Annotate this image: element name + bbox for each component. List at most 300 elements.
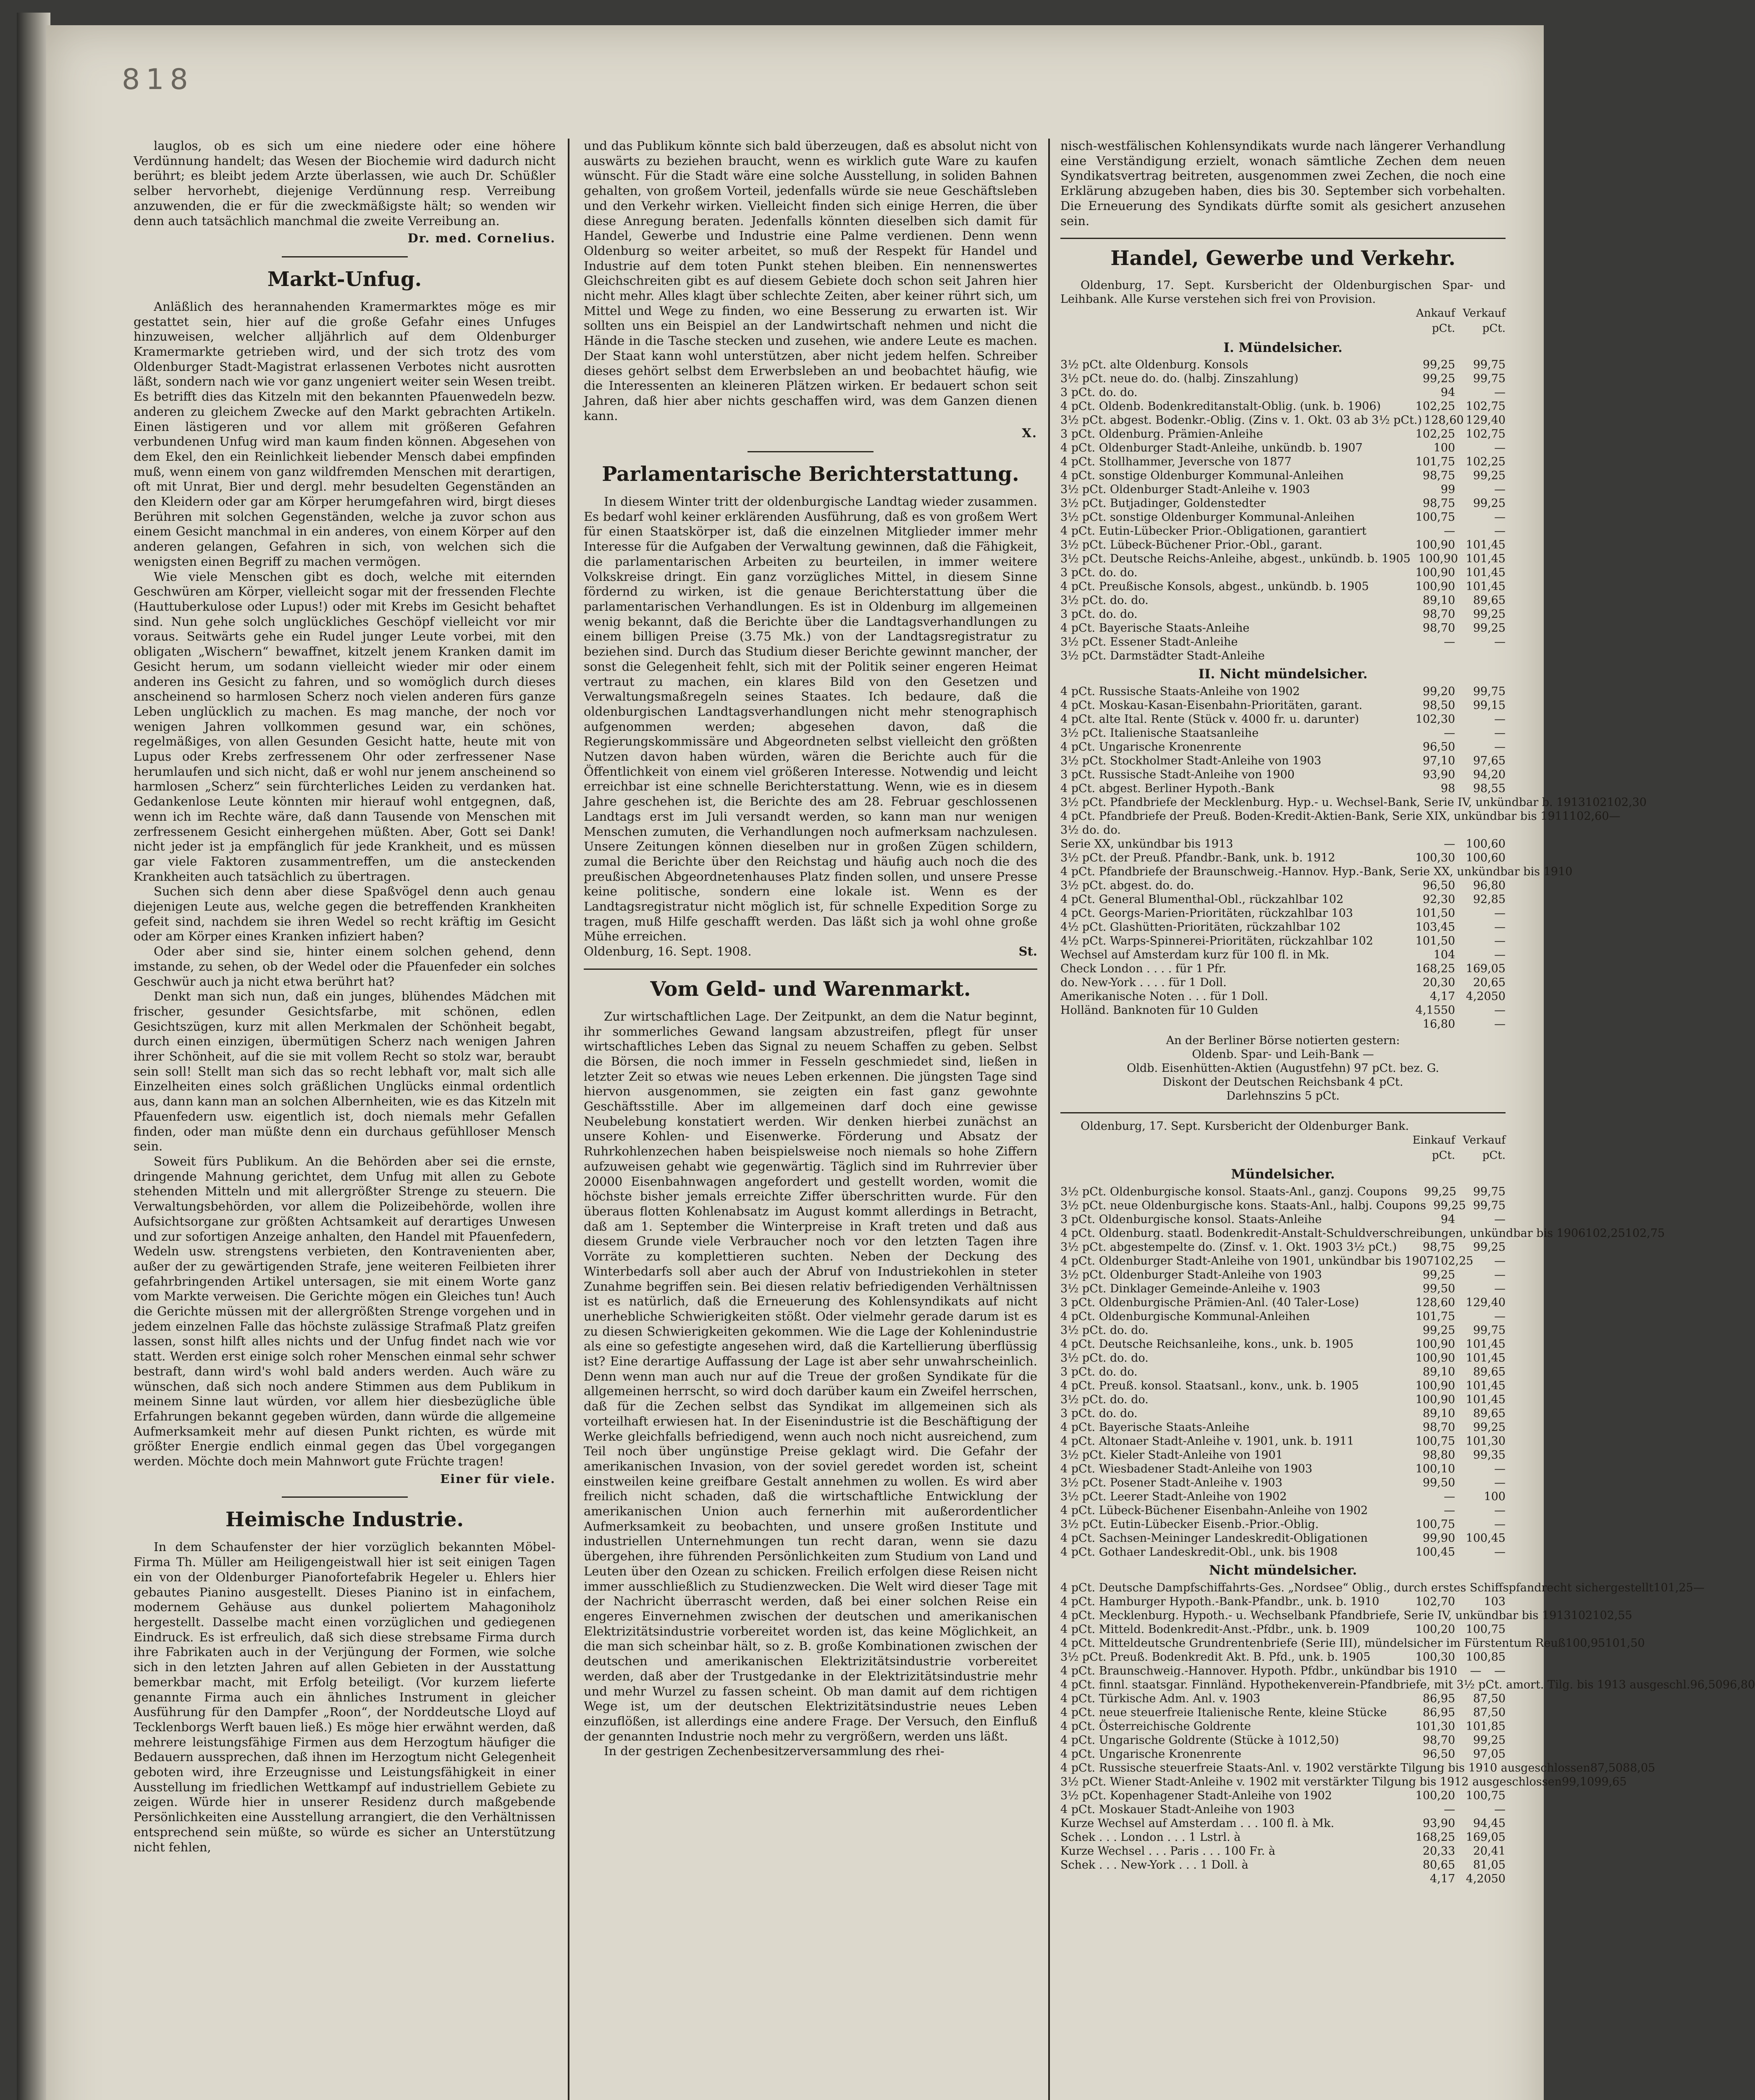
rate-label: 4 pCt. abgest. Berliner Hypoth.-Bank	[1060, 782, 1275, 795]
rate-buy: 100,75	[1415, 1435, 1455, 1448]
rate-buy: 128,60	[1424, 414, 1464, 427]
rate-buy: 98,70	[1422, 622, 1455, 635]
rate-row	[1060, 552, 1506, 566]
article-paragraph: Anläßlich des herannahenden Kramermarktes möge es mir gestattet sein, hier auf die große Gefahr eines Unfuges hinzuweisen, welcher alljährlich auf dem Oldenburger Kramermarkte getrieben wird, und der sich trotz des vom Oldenburger Stadt-Magistrat erlassenen Verbotes nicht ausrotten läßt, sondern nach wie vor ganz ungeniert weiter sein Wesen treibt. Es betrifft dies das Kitzeln mit den bekannten Pfauenwedeln bezw. anderen zu gleichem Zwecke auf den Markt gebrachten Artikeln. Einen lästigeren und vor allem mit größeren Gefahren verbundenen Unfug wird man kaum finden können. Abgesehen von dem Ekel, den ein Reinlichkeit liebender Mensch dabei empfinden muß, wenn einem von ganz wildfremden Menschen mit derartigen, oft mit Unrat, Bier und dergl. mehr besudelten Gegenständen an den Kleidern oder gar am Körper herumgefahren wird, birgt dieses Berühren mit solchen Gegenständen, welche ja zuvor schon aus einem Gesicht manchmal in ein anderes, von einem Körper auf den anderen gelangen, Gefahren in sich, von welchen sich die wenigsten einen Begriff zu machen vermögen.	[134, 299, 556, 569]
rate-row	[1060, 740, 1506, 754]
rate-buy: —	[1444, 727, 1455, 740]
rate-row	[1060, 1476, 1506, 1490]
rate-row	[1060, 649, 1506, 663]
rate-sell: 100,60	[1466, 837, 1506, 851]
rate-sell: 129,40	[1466, 414, 1506, 427]
rate-label: 3½ pCt. Oldenburger Stadt-Anleihe von 1903	[1060, 1268, 1322, 1282]
rate-buy: 4,1550	[1415, 1004, 1455, 1017]
rate-label: 4 pCt. Ungarische Kronenrente	[1060, 740, 1241, 754]
rate-sell: 129,40	[1466, 1296, 1506, 1310]
rate-row	[1060, 1816, 1506, 1830]
rate-buy: 101,75	[1415, 455, 1455, 469]
article-signature: Einer für viele.	[440, 1471, 556, 1486]
unit-label: pCt.	[1432, 322, 1455, 335]
rate-sell: 99,75	[1473, 685, 1506, 698]
rate-buy: —	[1444, 525, 1455, 538]
rate-buy: 99,25	[1424, 1185, 1456, 1199]
rate-row	[1060, 768, 1506, 782]
rate-buy: 100,20	[1415, 1622, 1455, 1636]
rate-label: 4 pCt. Deutsche Dampfschiffahrts-Ges. „Nordsee“ Oblig., durch erstes Schiffspfandrecht sichergestellt	[1060, 1581, 1654, 1594]
rate-row	[1060, 372, 1506, 386]
note-line: Oldb. Eisenhütten-Aktien (Augustfehn) 97 pCt. bez. G.	[1127, 1062, 1439, 1075]
rate-label: 4 pCt. Preuß. konsol. Staatsanl., konv., unk. b. 1905	[1060, 1379, 1359, 1393]
rate-buy: 94	[1440, 386, 1455, 399]
unit-label: pCt.	[1432, 1149, 1455, 1162]
rate-label: 4½ pCt. Warps-Spinnerei-Prioritäten, rückzahlbar 102	[1060, 934, 1373, 948]
rate-label: Schek . . . London . . . 1 Lstrl. à	[1060, 1830, 1241, 1844]
column-divider	[568, 139, 569, 2100]
divider	[748, 451, 874, 452]
rate-row	[1060, 809, 1621, 823]
rate-buy: 98,80	[1422, 1449, 1455, 1462]
rate-buy: 98,75	[1422, 1241, 1455, 1254]
article-signature: St.	[1018, 944, 1037, 959]
rate-sell: 4,2050	[1466, 1872, 1506, 1885]
rate-sell: 97,65	[1473, 754, 1506, 768]
rate-sell: 97,05	[1473, 1747, 1506, 1761]
rate-buy: —	[1444, 635, 1455, 649]
rate-sell: —	[1494, 1018, 1506, 1031]
rate-sell: 87,50	[1473, 1692, 1506, 1705]
rate-buy: 98,75	[1422, 497, 1455, 510]
rate-label: 4 pCt. Eutin-Lübecker Prior.-Obligationen, garantiert	[1060, 525, 1367, 538]
rate-buy: 99,10	[1561, 1775, 1595, 1788]
rate-label: 3 pCt. do. do.	[1060, 566, 1138, 580]
rate-sell: —	[1494, 740, 1506, 754]
rate-buy: 104	[1433, 948, 1455, 962]
rate-label: 4 pCt. sonstige Oldenburger Kommunal-Anleihen	[1060, 469, 1344, 483]
rate-row	[1060, 1407, 1506, 1420]
rate-row	[1060, 1595, 1506, 1609]
rate-sell: 99,75	[1473, 358, 1506, 372]
rate-label: 3½ pCt. Deutsche Reichs-Anleihe, abgest., unkündb. b. 1905	[1060, 552, 1411, 566]
rate-sell: —	[1494, 483, 1506, 496]
rate-buy: 102,25	[1415, 428, 1455, 441]
rate-buy: 100,90	[1415, 1379, 1455, 1393]
rate-row	[1060, 386, 1506, 399]
rate-sell: 99,35	[1473, 1449, 1506, 1462]
rate-row	[1060, 685, 1506, 698]
rate-sell: 101,85	[1466, 1719, 1506, 1733]
rate-label: 4 pCt. Sachsen-Meininger Landeskredit-Obligationen	[1060, 1532, 1368, 1545]
rate-sell: 169,05	[1466, 962, 1506, 976]
rate-label: 3½ pCt. Oldenburgische konsol. Staats-Anl., ganzj. Coupons	[1060, 1185, 1407, 1199]
rate-sell: 20,65	[1473, 976, 1506, 990]
rate-buy: 99,50	[1422, 1282, 1455, 1296]
rate-row	[1060, 1379, 1506, 1393]
rate-label: 3½ pCt. abgest. Bodenkr.-Oblig. (Zins v. 1. Okt. 03 ab 3½ pCt.)	[1060, 414, 1422, 427]
rate-label: 4 pCt. Pfandbriefe der Braunschweig.-Hannov. Hyp.-Bank, Serie XX, unkündbar bis 1910	[1060, 865, 1573, 879]
rate-sell: 99,25	[1473, 608, 1506, 621]
rate-buy: 100,90	[1415, 566, 1455, 580]
rate-buy: 99	[1440, 483, 1455, 496]
rate-buy	[1405, 823, 1455, 837]
rate-buy: 98,70	[1422, 1421, 1455, 1434]
column-2	[584, 139, 1037, 1759]
rate-row	[1060, 1365, 1506, 1379]
rate-row	[1060, 1761, 1655, 1775]
unit-label: pCt.	[1482, 1149, 1506, 1162]
section-title: II. Nicht mündelsicher.	[1198, 667, 1368, 682]
rate-buy: 100,75	[1415, 511, 1455, 524]
rate-row	[1060, 441, 1506, 455]
rate-sell: 102,55	[1592, 1609, 1632, 1622]
note-line: An der Berliner Börse notierten gestern:	[1166, 1034, 1400, 1047]
unit-label: pCt.	[1482, 322, 1506, 335]
rate-sell: 101,45	[1466, 1338, 1506, 1351]
rate-sell: 101,45	[1466, 538, 1506, 552]
rate-label: 4 pCt. Oldenburgische Kommunal-Anleihen	[1060, 1310, 1310, 1323]
rate-sell: 100,60	[1466, 851, 1506, 865]
article-signature: X.	[1022, 426, 1037, 441]
rate-label: 4 pCt. Pfandbriefe der Preuß. Boden-Kredit-Aktien-Bank, Serie XIX, unkündbar bis 1911	[1060, 810, 1569, 823]
rate-buy: 100,75	[1415, 1518, 1455, 1531]
rate-sell: 99,25	[1473, 469, 1506, 483]
rate-label: 3½ pCt. neue Oldenburgische kons. Staats-Anl., halbj. Coupons	[1060, 1199, 1426, 1213]
rate-row	[1060, 1581, 1705, 1595]
rate-row	[1060, 1775, 1627, 1789]
rate-label: Check London . . . . für 1 Pfr.	[1060, 962, 1227, 976]
rate-buy: 100,30	[1415, 851, 1455, 865]
rate-buy: 100,90	[1415, 538, 1455, 552]
article-paragraph: Suchen sich denn aber diese Spaßvögel denn auch genau diejenigen Leute aus, welche gegen die betreffenden Krankheiten gefeit sind, nachdem sie ihren Wedel so recht kräftig im Gesicht oder am Körper eines Kranken infiziert haben?	[134, 884, 556, 944]
rate-sell: 89,65	[1473, 1407, 1506, 1420]
rate-row	[1060, 524, 1506, 538]
rate-sell: —	[1494, 1004, 1506, 1017]
rate-row	[1060, 1872, 1506, 1886]
rate-label: 3½ pCt. do. do.	[1060, 1393, 1149, 1407]
rate-buy: 96,50	[1422, 1747, 1455, 1761]
rate-row	[1060, 1185, 1506, 1199]
rate-row	[1060, 1858, 1506, 1872]
rate-buy: 101,75	[1415, 1310, 1455, 1323]
rate-label: 4 pCt. Wiesbadener Stadt-Anleihe von 1903	[1060, 1462, 1312, 1476]
note-line: Darlehnszins 5 pCt.	[1226, 1089, 1340, 1103]
rate-label: 3½ do. do.	[1060, 824, 1121, 837]
rate-buy: 98	[1440, 782, 1455, 795]
rate-sell: 4,2050	[1466, 990, 1506, 1003]
rate-sell: 94,20	[1473, 768, 1506, 782]
rate-row	[1060, 1296, 1506, 1310]
rate-sell: 99,65	[1594, 1775, 1627, 1788]
rate-buy: 20,30	[1422, 976, 1455, 990]
divider	[282, 1496, 408, 1498]
rate-buy: 102,25	[1585, 1227, 1625, 1240]
rate-sell: —	[1494, 1476, 1506, 1490]
rate-sell: 101,45	[1466, 552, 1506, 566]
rate-row	[1060, 593, 1506, 607]
article-paragraph: lauglos, ob es sich um eine niedere oder eine höhere Verdünnung handelt; das Wesen der Biochemie wird dadurch nicht berührt; es bleibt jedem Arzte überlassen, wie auch Dr. Schüßler selber hervorhebt, diejenige Verdünnung resp. Verreibung anzuwenden, die er für die zweckmäßigste hält; so wenden wir denn auch tatsächlich manchmal die zweite Verreibung an.	[134, 139, 556, 228]
rate-buy: 99,25	[1422, 1324, 1455, 1337]
rate-row	[1060, 698, 1506, 712]
rate-buy: 102,70	[1415, 1595, 1455, 1608]
rate-sell: —	[1494, 713, 1506, 726]
binding-edge	[17, 13, 50, 2100]
rate-label: 3½ pCt. Leerer Stadt-Anleihe von 1902	[1060, 1490, 1287, 1504]
rate-row	[1060, 455, 1506, 469]
rate-row	[1060, 1226, 1665, 1240]
rate-sell: 101,45	[1466, 566, 1506, 580]
rate-row	[1060, 1747, 1506, 1761]
rate-label: Holländ. Banknoten für 10 Gulden	[1060, 1004, 1259, 1017]
rate-label: 4 pCt. Moskau-Kasan-Eisenbahn-Prioritäten, garant.	[1060, 699, 1363, 712]
rate-buy: 102,30	[1415, 713, 1455, 726]
rate-label: 3 pCt. Oldenburg. Prämien-Anleihe	[1060, 428, 1263, 441]
rate-label: 3½ pCt. Dinklager Gemeinde-Anleihe v. 1903	[1060, 1282, 1320, 1296]
rate-row	[1060, 621, 1506, 635]
rate-label: 4 pCt. Ungarische Kronenrente	[1060, 1747, 1241, 1761]
rate-sell: 99,75	[1473, 1185, 1506, 1199]
rate-sell: 99,25	[1473, 622, 1506, 635]
rate-row	[1060, 1310, 1506, 1323]
article-paragraph: Denkt man sich nun, daß ein junges, blühendes Mädchen mit frischer, gesunder Gesichtsfarbe, mit schönen, edlen Gesichtszügen, kurz mit allen Merkmalen der Schönheit begabt, durch einen einzigen, übermütigen Scherz nach wenigen Jahren ihrer Schönheit, auf die sie mit vollem Recht so stolz war, beraubt sein soll! Stellt man sich das so recht lebhaft vor, malt sich alle Einzelheiten eines solch gräßlichen Unglücks einmal ordentlich aus, dann kann man an solchen Albernheiten, wie es das Kitzeln mit Pfauenfedern usw. eigentlich ist, doch niemals mehr Gefallen finden, oder man müßte denn ein durchaus gefühlloser Mensch sein.	[134, 989, 556, 1154]
rate-label	[1060, 1872, 1405, 1886]
rate-buy: 101,50	[1415, 907, 1455, 920]
rate-label: 3½ pCt. Kopenhagener Stadt-Anleihe von 1902	[1060, 1789, 1332, 1802]
rate-row	[1060, 754, 1506, 768]
rate-label: 4 pCt. Russische Staats-Anleihe von 1902	[1060, 685, 1300, 698]
rate-buy: —	[1444, 1504, 1455, 1517]
rate-row	[1060, 1351, 1506, 1365]
rate-row	[1060, 413, 1506, 427]
rate-row	[1060, 1337, 1506, 1351]
rate-label: 4 pCt. Mitteldeutsche Grundrentenbriefe (Serie III), mündelsicher im Fürstentum Reuß	[1060, 1636, 1566, 1650]
rate-row	[1060, 1706, 1506, 1719]
rate-label: 3 pCt. Oldenburgische konsol. Staats-Anleihe	[1060, 1213, 1322, 1226]
article-paragraph: Wie viele Menschen gibt es doch, welche mit eiternden Geschwüren am Körper, vielleicht sogar mit der fressenden Flechte (Hauttuberkulose oder Lupus!) oder mit Krebs im Gesicht behaftet sind. Nun gehe solch unglückliches Geschöpf vielleicht vor mir voraus. Seitwärts gehe ein Rudel junger Leute vorbei, mit den obligaten „Wischern“ bewaffnet, kitzelt jenem Kranken damit im Gesicht herum, um sodann vielleicht wieder mir oder einem anderen ins Gesicht zu fahren, und so womöglich durch dieses anscheinend so harmlosen Scherz noch vielen anderen fürs ganze Leben unglücklich zu machen. Es mag manche, der noch vor wenigen Jahren vollkommen gesund war, ein schönes, regelmäßiges, von allen Gesunden Gesicht hatte, heute mit von Lupus oder Krebs zerfressenem Ohr oder zerfressener Nase herumlaufen und sich nicht, daß er wohl nur jenem anscheinend so harmlosen „Scherz“ sein fürchterliches Leiden zu verdanken hat. Gedankenlose Leute könnten mir hierauf wohl entgegnen, daß, wenn ich im Rechte wäre, daß dann Tausende von Menschen mit zerfressenem Gesicht einhergehen müßten. Aber, Gott sei Dank! nicht jeder ist ja empfänglich für jede Krankheit, und es müssen gar viele Faktoren zusammentreffen, um die ansteckenden Krankheiten auch tatsächlich zu übertragen.	[134, 569, 556, 884]
rate-row	[1060, 851, 1506, 865]
rate-buy: 102	[1571, 1609, 1593, 1622]
rate-buy: 20,33	[1422, 1844, 1455, 1858]
rate-buy: 89,10	[1422, 1407, 1455, 1420]
rate-label: 4 pCt. Georgs-Marien-Prioritäten, rückzahlbar 103	[1060, 907, 1353, 920]
rate-sell: —	[1494, 907, 1506, 920]
rate-label: 3½ pCt. Darmstädter Stadt-Anleihe	[1060, 649, 1265, 663]
column-labels	[1060, 306, 1506, 321]
rate-sell: 101,45	[1466, 580, 1506, 593]
rate-label: 3½ pCt. abgest. do. do.	[1060, 879, 1194, 892]
rate-label: 4 pCt. Bayerische Staats-Anleihe	[1060, 622, 1250, 635]
col-label-verkauf: Verkauf	[1463, 307, 1506, 320]
rate-buy: 102,25	[1433, 1255, 1474, 1268]
rate-row	[1060, 1803, 1506, 1816]
rate-buy: 168,25	[1415, 962, 1455, 976]
rate-sell: 169,05	[1466, 1830, 1506, 1844]
rate-sell: 81,05	[1473, 1858, 1506, 1872]
rate-buy: 168,25	[1415, 1830, 1455, 1844]
rate-buy: 89,10	[1422, 1365, 1455, 1379]
rate-buy: 89,10	[1422, 594, 1455, 607]
divider	[1060, 238, 1506, 239]
rate-label: 3½ pCt. Stockholmer Stadt-Anleihe von 1903	[1060, 754, 1322, 768]
rate-label: 3½ pCt. Italienische Staatsanleihe	[1060, 727, 1259, 740]
divider	[282, 256, 408, 257]
rate-row	[1060, 726, 1506, 740]
rate-row	[1060, 962, 1506, 976]
rate-sell: —	[1494, 1282, 1506, 1296]
rate-sell: 89,65	[1473, 594, 1506, 607]
rate-row	[1060, 496, 1506, 510]
rate-label: Wechsel auf Amsterdam kurz für 100 fl. in Mk.	[1060, 948, 1330, 962]
rate-row	[1060, 934, 1506, 948]
rate-label: 4 pCt. Mitteld. Bodenkredit-Anst.-Pfdbr., unk. b. 1909	[1060, 1622, 1369, 1636]
rate-label: 3½ pCt. Lübeck-Büchener Prior.-Obl., garant.	[1060, 538, 1322, 552]
rate-sell: —	[1693, 1581, 1705, 1594]
article-heading: Markt-Unfug.	[267, 267, 422, 291]
rate-buy: 96,50	[1422, 879, 1455, 892]
rate-sell: 100	[1484, 1490, 1506, 1504]
unit-labels	[1060, 321, 1506, 336]
rate-row	[1060, 782, 1506, 795]
rate-label: 4 pCt. Deutsche Reichsanleihe, kons., unk. b. 1905	[1060, 1338, 1354, 1351]
rate-label: 3½ pCt. Preuß. Bodenkredit Akt. B. Pfd., unk. b. 1905	[1060, 1650, 1371, 1664]
rate-row	[1060, 399, 1506, 413]
rate-row	[1060, 358, 1506, 372]
rate-row	[1060, 1434, 1506, 1448]
rate-label: 4 pCt. Mecklenburg. Hypoth.- u. Wechselbank Pfandbriefe, Serie IV, unkündbar bis 1913	[1060, 1609, 1571, 1622]
rate-row	[1060, 795, 1647, 809]
divider	[584, 969, 1037, 970]
rate-row	[1060, 1323, 1506, 1337]
rate-buy: 86,95	[1422, 1706, 1455, 1719]
unit-labels	[1060, 1148, 1506, 1163]
rate-label	[1060, 1017, 1405, 1031]
rate-sell: —	[1494, 1310, 1506, 1323]
rate-buy: 99,25	[1422, 372, 1455, 386]
rate-label: 4 pCt. Oldenburg. staatl. Bodenkredit-Anstalt-Schuldverschreibungen, unkündbar bis 1906	[1060, 1227, 1586, 1240]
col-label-ankauf: Ankauf	[1416, 307, 1455, 320]
rate-table	[1060, 358, 1506, 663]
rate-buy: 98,70	[1422, 608, 1455, 621]
rate-sell: 102,75	[1466, 428, 1506, 441]
rate-buy: 100,95	[1565, 1636, 1605, 1650]
rate-label: 4 pCt. Oldenburger Stadt-Anleihe von 1901, unkündbar bis 1907	[1060, 1255, 1434, 1268]
rate-row	[1060, 607, 1506, 621]
page-number: 818	[122, 63, 194, 96]
rate-row	[1060, 1420, 1506, 1434]
rate-buy: 93,90	[1422, 768, 1455, 782]
rate-sell: 99,75	[1473, 1324, 1506, 1337]
rate-sell: 94,45	[1473, 1816, 1506, 1830]
rate-sell: —	[1494, 525, 1506, 538]
rate-label: 4 pCt. Türkische Adm. Anl. v. 1903	[1060, 1692, 1261, 1705]
rate-label: 3½ pCt. der Preuß. Pfandbr.-Bank, unk. b. 1912	[1060, 851, 1335, 865]
article-signature: Dr. med. Cornelius.	[407, 231, 556, 246]
rate-buy: —	[1444, 837, 1455, 851]
rate-label: 4 pCt. alte Ital. Rente (Stück v. 4000 fr. u. darunter)	[1060, 713, 1359, 726]
rate-buy: 100	[1433, 441, 1455, 455]
rate-sell: —	[1494, 635, 1506, 649]
rate-label: Kurze Wechsel auf Amsterdam . . . 100 fl. à Mk.	[1060, 1816, 1335, 1830]
rate-label: Kurze Wechsel . . . Paris . . . 100 Fr. à	[1060, 1844, 1275, 1858]
rate-buy: 92,30	[1422, 893, 1455, 906]
rate-label: 3 pCt. Russische Stadt-Anleihe von 1900	[1060, 768, 1295, 782]
rate-row	[1060, 1545, 1506, 1559]
rate-row	[1060, 427, 1506, 441]
rate-sell: 89,65	[1473, 1365, 1506, 1379]
rate-row	[1060, 1650, 1506, 1664]
rate-sell: —	[1494, 934, 1506, 948]
rate-label: 4 pCt. Hamburger Hypoth.-Bank-Pfandbr., unk. b. 1910	[1060, 1595, 1380, 1608]
rate-buy: 102,25	[1415, 400, 1455, 413]
rate-row	[1060, 1789, 1506, 1803]
rate-label: 3½ pCt. Pfandbriefe der Mecklenburg. Hyp.- u. Wechsel-Bank, Serie IV, unkündbar b. 1913	[1060, 796, 1585, 809]
rate-label: 4 pCt. Braunschweig.-Hannover. Hypoth. Pfdbr., unkündbar bis 1910	[1060, 1664, 1457, 1677]
rate-row	[1060, 1517, 1506, 1531]
rate-sell: —	[1494, 1803, 1506, 1816]
rate-buy: 100,90	[1418, 552, 1458, 566]
rate-sell: 96,80	[1473, 879, 1506, 892]
rate-sell: —	[1494, 921, 1506, 934]
rate-buy: 100,90	[1415, 1338, 1455, 1351]
rate-label: 3 pCt. do. do.	[1060, 608, 1138, 621]
rate-buy: 86,95	[1422, 1692, 1455, 1705]
rate-label: 3½ pCt. do. do.	[1060, 1324, 1149, 1337]
column-1	[134, 139, 556, 1855]
rate-sell: —	[1494, 1504, 1506, 1517]
rate-sell: 100,85	[1466, 1650, 1506, 1664]
rate-label: 3½ pCt. do. do.	[1060, 594, 1149, 607]
article-paragraph: In dem Schaufenster der hier vorzüglich bekannten Möbel-Firma Th. Müller am Heiligengeistwall hier ist seit einigen Tagen ein von der Oldenburger Pianofortefabrik Hegeler u. Ehlers hier gebautes Pianino ausgestellt. Dieses Pianino ist in einfachem, modernem Gehäuse aus dunkel poliertem Mahagoniholz hergestellt. Dasselbe macht einen vorzüglichen und gediegenen Eindruck. Es ist erfreulich, daß sich diese strebsame Firma durch ihre Fabrikaten auch in der Verjüngung der Formen, wie solche sich in den letzten Jahren auf allen Gebieten in der Ausstattung bemerkbar macht, mit Erfolg beteiligt. (Vor kurzem lieferte genannte Firma auch ein ähnliches Instrument in gleicher Ausführung für den Dampfer „Roon“, der Norddeutsche Lloyd auf Tecklenborgs Werft bauen ließ.) Es möge hier erwähnt werden, daß mehrere leistungsfähige Firmen aus dem Herzogtum häufiger die Bedauern aussprechen, daß ihnen im Herzogtum nicht Gelegenheit geboten wird, ihre Erzeugnisse und Leistungsfähigkeit in einer Ausstellung im friedlichen Wettkampf auf industriellem Gebiete zu zeigen. Würde hier in unserer Residenz durch maßgebende Persönlichkeiten eine Ausstellung arrangiert, die den Verhältnissen entsprechend sein müßte, so würde es sicher an Unterstützung nicht fehlen,	[134, 1540, 556, 1854]
rate-row	[1060, 1254, 1506, 1268]
rate-label: 4 pCt. Preußische Konsols, abgest., unkündb. b. 1905	[1060, 580, 1369, 593]
rate-label: Schek . . . New-York . . . 1 Doll. à	[1060, 1858, 1249, 1872]
rate-sell: —	[1494, 1268, 1506, 1282]
rate-sell: —	[1494, 386, 1506, 399]
rate-row	[1060, 1636, 1645, 1650]
article-paragraph: Soweit fürs Publikum. An die Behörden aber sei die ernste, dringende Mahnung gerichtet, dem Unfug mit allen zu Gebote stehenden Mitteln und mit allergrößter Strenge zu steuern. Die Verwaltungsbehörden, vor allem die Polizeibehörde, wollen ihre Aufsichtsorgane zur größten Achtsamkeit auf derartiges Unwesen und zur sofortigen Anzeige anhalten, den Handel mit Pfauenfedern, Wedeln usw. strengstens verbieten, den Kontravenienten aber, außer der zu gewärtigenden Strafe, jene weiteren Feilbieten ihrer gefahrbringenden Artikel untersagen, sie mit einem Worte ganz vom Markte verweisen. Die Gerichte mögen ein Gleiches tun! Auch die Gerichte müssen mit der allergrößten Strenge vorgehen und in jedem einzelnen Falle das höchste zulässige Strafmaß Platz greifen lassen, sonst hilft alles nichts und der Unfug findet nach wie vor statt. Werden erst einige solch roher Menschen einmal sehr schwer bestraft, dann wird's wohl bald anders werden. Auch wäre zu wünschen, daß sich noch andere Stimmen aus dem Publikum in meinem Sinne laut würden, vor allem hier diesbezügliche üble Erfahrungen bekannt gegeben würden, dann würde die allgemeine Aufmerksamkeit mehr auf diesen Punkt richten, es würde mit größter Energie endlich einmal gegen das Übel vorgegangen werden. Möchte doch mein Mahnwort gute Früchte tragen!	[134, 1154, 556, 1469]
col-label-einkauf: Einkauf	[1412, 1134, 1455, 1147]
rate-label: Serie XX, unkündbar bis 1913	[1060, 837, 1233, 851]
note-line: Oldenb. Spar- und Leih-Bank —	[1192, 1048, 1374, 1061]
rate-row	[1060, 906, 1506, 920]
rate-sell: 101,30	[1466, 1435, 1506, 1448]
rate-label: 4 pCt. Ungarische Goldrente (Stücke à 1012,50)	[1060, 1733, 1339, 1747]
rate-buy: 100,45	[1415, 1546, 1455, 1559]
col-label-verkauf: Verkauf	[1463, 1134, 1506, 1147]
article-heading: Vom Geld- und Warenmarkt.	[650, 977, 971, 1001]
rate-sell: —	[1494, 511, 1506, 524]
rate-buy: 101,25	[1653, 1581, 1693, 1594]
rate-label: 3½ pCt. neue do. do. (halbj. Zinszahlung)	[1060, 372, 1299, 386]
rate-buy: 100,20	[1415, 1789, 1455, 1802]
rate-sell: 99,25	[1473, 1733, 1506, 1747]
rate-buy: 99,25	[1422, 1268, 1455, 1282]
article-heading: Parlamentarische Berichterstattung.	[602, 462, 1019, 486]
rate-sell: —	[1494, 1213, 1506, 1226]
rate-label: 4 pCt. Oldenburger Stadt-Anleihe, unkündb. b. 1907	[1060, 441, 1363, 455]
rate-label: 4 pCt. Bayerische Staats-Anleihe	[1060, 1421, 1250, 1434]
article-heading: Heimische Industrie.	[225, 1508, 464, 1532]
rate-table	[1060, 1185, 1665, 1559]
rate-label: 4 pCt. Stollhammer, Jeversche von 1877	[1060, 455, 1292, 469]
rate-sell: 102,75	[1625, 1227, 1665, 1240]
rate-buy: 4,17	[1430, 1872, 1455, 1885]
rate-buy: 102	[1585, 796, 1607, 809]
rate-buy: 16,80	[1422, 1018, 1455, 1031]
article-paragraph: nisch-westfälischen Kohlensyndikats wurde nach längerer Verhandlung eine Verständigung erzielt, wonach sämtliche Zechen dem neuen Syndikatsvertrag beitreten, ausgenommen zwei Zechen, die noch eine Erklärung abzugeben haben, dies bis 30. September sich vorbehalten. Die Erneuerung des Syndikats dürfte somit als gesichert anzusehen sein.	[1060, 139, 1506, 228]
rate-sell: —	[1494, 948, 1506, 962]
rate-row	[1060, 865, 1573, 879]
rate-sell: 100,45	[1466, 1532, 1506, 1545]
rate-sell: —	[1494, 1664, 1506, 1677]
rate-buy: 97,10	[1422, 754, 1455, 768]
